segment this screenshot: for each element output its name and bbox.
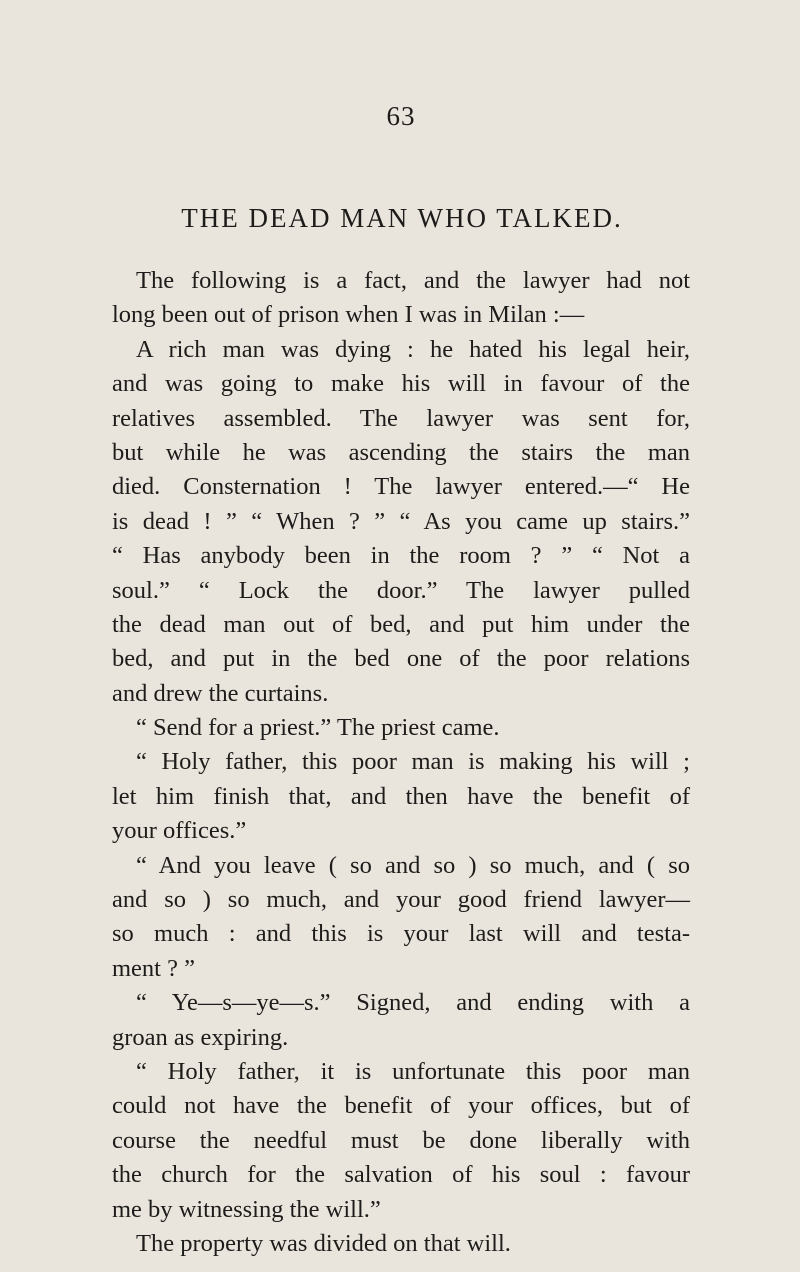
text-line: died. Consternation ! The lawyer entered.—“ He	[112, 473, 690, 501]
text-line: course the needful must be done liberally with	[112, 1126, 690, 1154]
chapter-title: THE DEAD MAN WHO TALKED.	[181, 203, 623, 233]
text-line: groan as expiring.	[112, 1023, 289, 1051]
body-text	[112, 264, 690, 1261]
text-line: your offices.”	[112, 817, 247, 845]
text-line: me by witnessing the will.”	[112, 1195, 381, 1223]
text-line: so much : and this is your last will and testa-	[112, 920, 690, 948]
text-line: and was going to make his will in favour of the	[112, 370, 690, 398]
text-line: the dead man out of bed, and put him under the	[112, 610, 690, 638]
text-line: “ Send for a priest.” The priest came.	[136, 714, 500, 742]
text-line: the church for the salvation of his soul : favour	[112, 1161, 690, 1189]
text-line: let him finish that, and then have the benefit of	[112, 782, 690, 810]
text-line: The following is a fact, and the lawyer had not	[136, 267, 690, 294]
text-line: relatives assembled. The lawyer was sent for,	[112, 404, 690, 432]
text-line: “ Holy father, this poor man is making his will ;	[136, 748, 690, 776]
text-line: is dead ! ” “ When ? ” “ As you came up stairs.”	[112, 507, 690, 535]
text-line: long been out of prison when I was in Milan :—	[112, 301, 585, 329]
text-line: The property was divided on that will.	[136, 1229, 511, 1257]
text-line: could not have the benefit of your offices, but of	[112, 1092, 690, 1120]
text-line: A rich man was dying : he hated his legal heir,	[136, 335, 690, 363]
text-line: ment ? ”	[112, 954, 195, 982]
page-number: 63	[386, 101, 416, 131]
text-line: soul.” “ Lock the door.” The lawyer pulled	[112, 576, 690, 604]
text-line: and drew the curtains.	[112, 679, 329, 707]
text-line: “ Holy father, it is unfortunate this poor man	[136, 1057, 690, 1085]
text-line: “ Ye—s—ye—s.” Signed, and ending with a	[136, 989, 690, 1017]
text-line: bed, and put in the bed one of the poor relations	[112, 645, 690, 673]
text-line: but while he was ascending the stairs the man	[112, 438, 690, 466]
text-line: “ And you leave ( so and so ) so much, and ( so	[136, 851, 690, 879]
text-line: and so ) so much, and your good friend lawyer—	[112, 886, 690, 914]
text-line: “ Has anybody been in the room ? ” “ Not a	[112, 542, 690, 570]
